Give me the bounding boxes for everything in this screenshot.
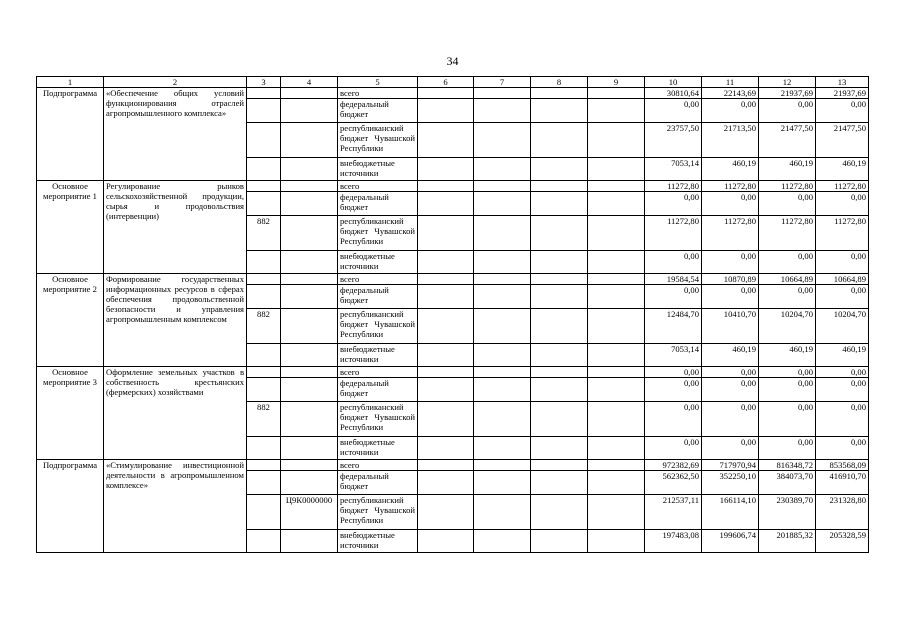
cell-value-col11: 11272,80 — [702, 181, 759, 192]
cell-value-col11: 10870,89 — [702, 274, 759, 285]
col-header-2: 2 — [104, 77, 247, 88]
cell-col3 — [247, 158, 281, 181]
cell-col7 — [474, 460, 531, 471]
cell-value-col13: 21477,50 — [816, 123, 869, 158]
cell-col3 — [247, 367, 281, 378]
cell-value-col12: 0,00 — [759, 378, 816, 402]
cell-value-col12: 0,00 — [759, 192, 816, 216]
cell-funding-source: всего — [338, 274, 418, 285]
cell-col8 — [531, 251, 588, 274]
cell-value-col13: 0,00 — [816, 285, 869, 309]
cell-funding-source: республиканский бюджет Чувашской Республики — [338, 495, 418, 530]
cell-value-col11: 460,19 — [702, 344, 759, 367]
cell-value-col10: 19584,54 — [645, 274, 702, 285]
cell-value-col12: 460,19 — [759, 344, 816, 367]
cell-col9 — [588, 123, 645, 158]
cell-col4 — [281, 437, 338, 460]
cell-col9 — [588, 216, 645, 251]
cell-col9 — [588, 88, 645, 99]
cell-col3 — [247, 192, 281, 216]
cell-value-col12: 10664,89 — [759, 274, 816, 285]
cell-value-col13: 11272,80 — [816, 181, 869, 192]
col-header-3: 3 — [247, 77, 281, 88]
cell-value-col10: 0,00 — [645, 285, 702, 309]
cell-value-col12: 230389,70 — [759, 495, 816, 530]
cell-value-col11: 10410,70 — [702, 309, 759, 344]
col-header-9: 9 — [588, 77, 645, 88]
cell-col7 — [474, 309, 531, 344]
cell-value-col11: 460,19 — [702, 158, 759, 181]
cell-col6 — [418, 471, 474, 495]
cell-col4 — [281, 88, 338, 99]
cell-value-col13: 0,00 — [816, 378, 869, 402]
cell-col8 — [531, 88, 588, 99]
cell-col6 — [418, 309, 474, 344]
table-row — [37, 274, 869, 285]
cell-value-col10: 11272,80 — [645, 181, 702, 192]
cell-value-col13: 10204,70 — [816, 309, 869, 344]
cell-col6 — [418, 251, 474, 274]
cell-col4 — [281, 309, 338, 344]
cell-funding-source: федеральный бюджет — [338, 471, 418, 495]
cell-col8 — [531, 181, 588, 192]
cell-col9 — [588, 378, 645, 402]
cell-col8 — [531, 344, 588, 367]
cell-value-col11: 21713,50 — [702, 123, 759, 158]
cell-funding-source: внебюджетные источники — [338, 344, 418, 367]
cell-value-col10: 12484,70 — [645, 309, 702, 344]
cell-col6 — [418, 437, 474, 460]
cell-col7 — [474, 88, 531, 99]
cell-col7 — [474, 251, 531, 274]
cell-funding-source: внебюджетные источники — [338, 251, 418, 274]
col-header-13: 13 — [816, 77, 869, 88]
cell-value-col11: 199606,74 — [702, 530, 759, 553]
cell-col8 — [531, 402, 588, 437]
cell-col9 — [588, 309, 645, 344]
cell-funding-source: федеральный бюджет — [338, 99, 418, 123]
cell-col4: Ц9К0000000 — [281, 495, 338, 530]
cell-col9 — [588, 158, 645, 181]
cell-value-col11: 717970,94 — [702, 460, 759, 471]
cell-col8 — [531, 460, 588, 471]
cell-col9 — [588, 530, 645, 553]
cell-value-col12: 201885,32 — [759, 530, 816, 553]
cell-col3 — [247, 181, 281, 192]
cell-col6 — [418, 88, 474, 99]
table-row — [37, 367, 869, 378]
cell-col7 — [474, 471, 531, 495]
cell-value-col10: 11272,80 — [645, 216, 702, 251]
cell-funding-source: республиканский бюджет Чувашской Республики — [338, 123, 418, 158]
cell-col3 — [247, 99, 281, 123]
cell-col4 — [281, 471, 338, 495]
cell-funding-source: внебюджетные источники — [338, 437, 418, 460]
cell-col8 — [531, 123, 588, 158]
cell-col3 — [247, 530, 281, 553]
budget-table — [36, 76, 869, 553]
cell-col7 — [474, 367, 531, 378]
cell-col4 — [281, 367, 338, 378]
cell-funding-source: внебюджетные источники — [338, 530, 418, 553]
cell-value-col11: 22143,69 — [702, 88, 759, 99]
cell-col4 — [281, 216, 338, 251]
cell-col6 — [418, 192, 474, 216]
cell-col4 — [281, 402, 338, 437]
cell-col8 — [531, 216, 588, 251]
cell-funding-source: всего — [338, 181, 418, 192]
cell-col4 — [281, 99, 338, 123]
cell-value-col13: 11272,80 — [816, 216, 869, 251]
cell-col9 — [588, 471, 645, 495]
cell-value-col13: 205328,59 — [816, 530, 869, 553]
cell-col7 — [474, 123, 531, 158]
section-status: Основное мероприятие 3 — [37, 367, 104, 460]
cell-value-col10: 212537,11 — [645, 495, 702, 530]
cell-value-col10: 0,00 — [645, 402, 702, 437]
cell-funding-source: внебюджетные источники — [338, 158, 418, 181]
cell-value-col10: 0,00 — [645, 367, 702, 378]
cell-value-col11: 0,00 — [702, 437, 759, 460]
col-header-11: 11 — [702, 77, 759, 88]
cell-value-col10: 562362,50 — [645, 471, 702, 495]
cell-value-col12: 0,00 — [759, 437, 816, 460]
cell-value-col12: 384073,70 — [759, 471, 816, 495]
cell-value-col13: 0,00 — [816, 437, 869, 460]
cell-col4 — [281, 158, 338, 181]
cell-col6 — [418, 274, 474, 285]
cell-value-col13: 0,00 — [816, 99, 869, 123]
cell-col3 — [247, 471, 281, 495]
cell-col4 — [281, 460, 338, 471]
cell-col8 — [531, 274, 588, 285]
col-header-4: 4 — [281, 77, 338, 88]
cell-col9 — [588, 274, 645, 285]
cell-col3 — [247, 437, 281, 460]
cell-value-col11: 166114,10 — [702, 495, 759, 530]
cell-col9 — [588, 437, 645, 460]
cell-value-col12: 11272,80 — [759, 181, 816, 192]
cell-value-col12: 460,19 — [759, 158, 816, 181]
cell-funding-source: республиканский бюджет Чувашской Республики — [338, 309, 418, 344]
section-name: «Стимулирование инвестиционной деятельности в агропромышленном комплексе» — [104, 460, 247, 553]
cell-value-col13: 0,00 — [816, 251, 869, 274]
cell-col3: 882 — [247, 216, 281, 251]
cell-col9 — [588, 192, 645, 216]
cell-col7 — [474, 344, 531, 367]
section-name: Оформление земельных участков в собственность крестьянских (фермерских) хозяйствами — [104, 367, 247, 460]
cell-col4 — [281, 251, 338, 274]
cell-value-col10: 972382,69 — [645, 460, 702, 471]
cell-col9 — [588, 402, 645, 437]
cell-value-col10: 0,00 — [645, 99, 702, 123]
cell-value-col11: 0,00 — [702, 285, 759, 309]
cell-funding-source: федеральный бюджет — [338, 192, 418, 216]
cell-col7 — [474, 192, 531, 216]
column-header-row — [37, 77, 869, 88]
cell-col6 — [418, 123, 474, 158]
cell-value-col12: 0,00 — [759, 251, 816, 274]
cell-value-col10: 0,00 — [645, 437, 702, 460]
cell-col3 — [247, 495, 281, 530]
cell-value-col10: 7053,14 — [645, 344, 702, 367]
table-row — [37, 181, 869, 192]
cell-col9 — [588, 344, 645, 367]
cell-col3 — [247, 251, 281, 274]
cell-col3 — [247, 378, 281, 402]
cell-col8 — [531, 192, 588, 216]
cell-col3: 882 — [247, 309, 281, 344]
cell-value-col13: 460,19 — [816, 344, 869, 367]
cell-value-col11: 0,00 — [702, 99, 759, 123]
cell-value-col10: 30810,64 — [645, 88, 702, 99]
cell-col8 — [531, 158, 588, 181]
col-header-1: 1 — [37, 77, 104, 88]
cell-value-col10: 0,00 — [645, 192, 702, 216]
cell-col7 — [474, 216, 531, 251]
cell-value-col10: 0,00 — [645, 251, 702, 274]
cell-col4 — [281, 378, 338, 402]
cell-col6 — [418, 402, 474, 437]
cell-col8 — [531, 285, 588, 309]
page-number: 34 — [446, 54, 459, 68]
cell-col4 — [281, 181, 338, 192]
cell-col8 — [531, 471, 588, 495]
table-row — [37, 460, 869, 471]
cell-col4 — [281, 123, 338, 158]
cell-col7 — [474, 274, 531, 285]
col-header-12: 12 — [759, 77, 816, 88]
cell-value-col13: 21937,69 — [816, 88, 869, 99]
cell-col8 — [531, 378, 588, 402]
section-status: Основное мероприятие 1 — [37, 181, 104, 274]
cell-value-col12: 0,00 — [759, 367, 816, 378]
cell-col6 — [418, 378, 474, 402]
cell-value-col13: 460,19 — [816, 158, 869, 181]
cell-col7 — [474, 99, 531, 123]
cell-col9 — [588, 495, 645, 530]
cell-col4 — [281, 192, 338, 216]
cell-col9 — [588, 367, 645, 378]
cell-value-col12: 11272,80 — [759, 216, 816, 251]
section-status: Основное мероприятие 2 — [37, 274, 104, 367]
cell-value-col12: 816348,72 — [759, 460, 816, 471]
cell-value-col10: 0,00 — [645, 378, 702, 402]
cell-value-col13: 0,00 — [816, 367, 869, 378]
cell-funding-source: республиканский бюджет Чувашской Республики — [338, 402, 418, 437]
cell-col6 — [418, 495, 474, 530]
cell-value-col11: 0,00 — [702, 378, 759, 402]
cell-value-col12: 21477,50 — [759, 123, 816, 158]
cell-value-col10: 23757,50 — [645, 123, 702, 158]
cell-col4 — [281, 285, 338, 309]
cell-funding-source: всего — [338, 460, 418, 471]
cell-col6 — [418, 530, 474, 553]
section-status: Подпрограмма — [37, 88, 104, 181]
col-header-10: 10 — [645, 77, 702, 88]
cell-col9 — [588, 460, 645, 471]
cell-col7 — [474, 378, 531, 402]
cell-col6 — [418, 99, 474, 123]
cell-value-col13: 853568,09 — [816, 460, 869, 471]
cell-value-col13: 0,00 — [816, 192, 869, 216]
cell-col8 — [531, 495, 588, 530]
cell-funding-source: республиканский бюджет Чувашской Республики — [338, 216, 418, 251]
cell-value-col13: 10664,89 — [816, 274, 869, 285]
cell-value-col12: 10204,70 — [759, 309, 816, 344]
col-header-6: 6 — [418, 77, 474, 88]
cell-col4 — [281, 274, 338, 285]
cell-col8 — [531, 437, 588, 460]
cell-col8 — [531, 309, 588, 344]
cell-col6 — [418, 181, 474, 192]
cell-col8 — [531, 530, 588, 553]
cell-value-col11: 0,00 — [702, 192, 759, 216]
cell-value-col11: 0,00 — [702, 367, 759, 378]
cell-value-col11: 11272,80 — [702, 216, 759, 251]
cell-funding-source: федеральный бюджет — [338, 378, 418, 402]
cell-col6 — [418, 158, 474, 181]
cell-col9 — [588, 285, 645, 309]
cell-col7 — [474, 495, 531, 530]
cell-value-col13: 416910,70 — [816, 471, 869, 495]
cell-funding-source: федеральный бюджет — [338, 285, 418, 309]
cell-col6 — [418, 285, 474, 309]
cell-col7 — [474, 181, 531, 192]
cell-col3: 882 — [247, 402, 281, 437]
cell-value-col12: 0,00 — [759, 99, 816, 123]
col-header-8: 8 — [531, 77, 588, 88]
cell-col7 — [474, 437, 531, 460]
cell-col3 — [247, 123, 281, 158]
cell-value-col12: 0,00 — [759, 402, 816, 437]
cell-col9 — [588, 181, 645, 192]
cell-col7 — [474, 530, 531, 553]
cell-col4 — [281, 530, 338, 553]
cell-value-col13: 231328,80 — [816, 495, 869, 530]
cell-value-col10: 7053,14 — [645, 158, 702, 181]
table-row — [37, 88, 869, 99]
cell-value-col13: 0,00 — [816, 402, 869, 437]
cell-col3 — [247, 344, 281, 367]
cell-value-col12: 0,00 — [759, 285, 816, 309]
cell-funding-source: всего — [338, 88, 418, 99]
section-name: «Обеспечение общих условий функционирования отраслей агропромышленного комплекса» — [104, 88, 247, 181]
section-name: Регулирование рынков сельскохозяйственной продукции, сырья и продовольствия (интервенции) — [104, 181, 247, 274]
col-header-5: 5 — [338, 77, 418, 88]
cell-col3 — [247, 88, 281, 99]
cell-col3 — [247, 285, 281, 309]
cell-col3 — [247, 274, 281, 285]
cell-col8 — [531, 99, 588, 123]
cell-value-col10: 197483,08 — [645, 530, 702, 553]
cell-col9 — [588, 251, 645, 274]
cell-col4 — [281, 344, 338, 367]
cell-col7 — [474, 285, 531, 309]
cell-col3 — [247, 460, 281, 471]
cell-col6 — [418, 367, 474, 378]
cell-value-col11: 0,00 — [702, 402, 759, 437]
cell-col9 — [588, 99, 645, 123]
cell-value-col12: 21937,69 — [759, 88, 816, 99]
cell-value-col11: 352250,10 — [702, 471, 759, 495]
cell-col7 — [474, 402, 531, 437]
section-name: Формирование государственных информационных ресурсов в сферах обеспечения продовольственной безопасности и управления агропромышленным комплексом — [104, 274, 247, 367]
col-header-7: 7 — [474, 77, 531, 88]
cell-funding-source: всего — [338, 367, 418, 378]
cell-col6 — [418, 460, 474, 471]
cell-col7 — [474, 158, 531, 181]
cell-col8 — [531, 367, 588, 378]
section-status: Подпрограмма — [37, 460, 104, 553]
cell-value-col11: 0,00 — [702, 251, 759, 274]
cell-col6 — [418, 216, 474, 251]
cell-col6 — [418, 344, 474, 367]
